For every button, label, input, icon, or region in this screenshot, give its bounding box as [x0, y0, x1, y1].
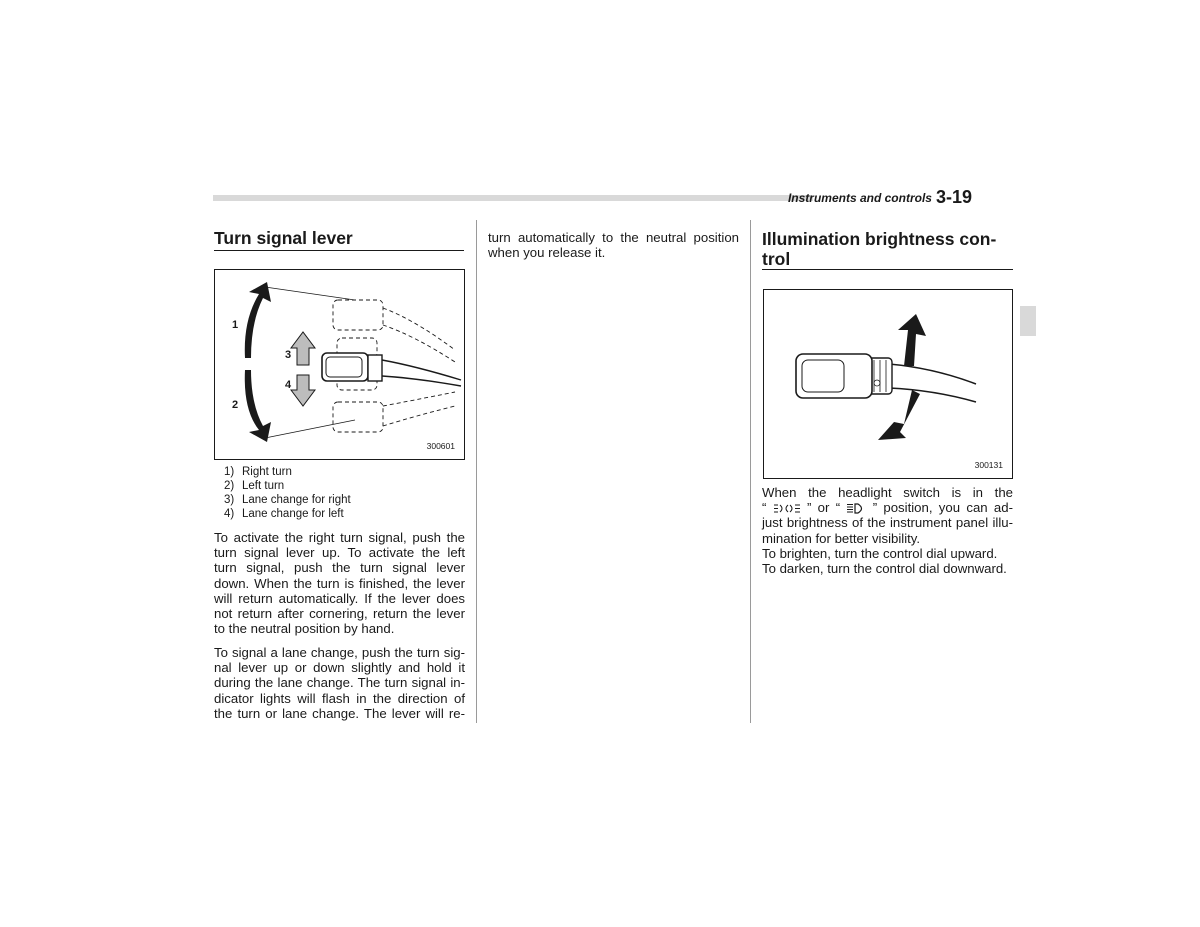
- caption-item: 4) Lane change for left: [224, 508, 344, 520]
- header-bar: [213, 195, 813, 201]
- turn-signal-paragraph-2: To signal a lane change, push the turn sig- nal lever up or down slightly and hold it during the lane change. The turn signal in- dicator lights will flash in the direction of the turn or lane change. The lever will re-: [214, 645, 465, 721]
- column-divider-1: [476, 220, 477, 723]
- page-number: 3-19: [935, 187, 972, 207]
- callout-1: 1: [232, 319, 239, 331]
- illumination-heading: Illumination brightness con- trol: [762, 229, 997, 269]
- heading-rule: [762, 269, 1013, 270]
- caption-list: [224, 465, 351, 521]
- heading-rule: [214, 250, 464, 251]
- turn-signal-paragraph-1: To activate the right turn signal, push the turn signal lever up. To activate the left turn signal, push the turn signal lever down. When the turn is finished, the lever will return automatically. If the lever does not return after cornering, return the lever to the neutral position by hand.: [214, 530, 465, 637]
- headlight-icon: [846, 503, 866, 514]
- control-dial-illustration: [764, 290, 1014, 480]
- callout-4: 4: [285, 379, 292, 391]
- caption-item: 2) Left turn: [224, 480, 285, 492]
- parking-light-icon: [773, 503, 801, 514]
- illumination-paragraph: When the headlight switch is in the “ ” or “ ” position, you can ad- just brightness of the instrument panel illu- mination for better visibility. To brighten, turn the control dial upward. To darken, turn the control dial downward.: [762, 485, 1013, 577]
- illumination-figure: [763, 289, 1013, 479]
- continued-paragraph: turn automatically to the neutral position when you release it.: [488, 230, 739, 261]
- turn-signal-heading: Turn signal lever: [214, 228, 353, 248]
- turn-signal-illustration: [215, 270, 466, 461]
- callout-3: 3: [285, 349, 292, 361]
- figure-code: 300131: [974, 460, 1003, 470]
- page-header: [788, 186, 972, 207]
- turn-signal-figure: [214, 269, 465, 460]
- section-tab: [1020, 306, 1036, 336]
- section-title: Instruments and controls: [787, 191, 932, 205]
- caption-item: 1) Right turn: [224, 466, 292, 478]
- column-divider-2: [750, 220, 751, 723]
- figure-code: 300601: [426, 441, 455, 451]
- caption-item: 3) Lane change for right: [224, 494, 351, 506]
- callout-2: 2: [232, 399, 239, 411]
